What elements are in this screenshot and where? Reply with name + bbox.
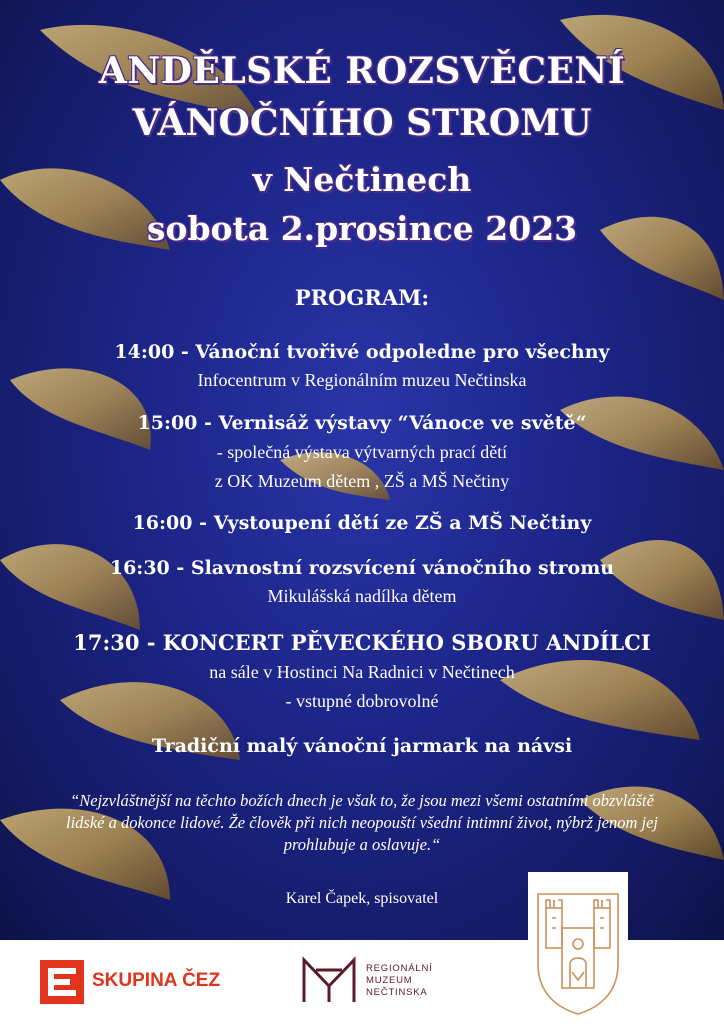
cez-logo-icon [40,960,84,1004]
museum-label-line-3: NEČTINSKA [366,987,428,998]
town-crest-icon [532,884,624,1016]
museum-label-line-1: REGIONÁLNÍ [366,963,433,974]
program-item-5-detail-2: - vstupné dobrovolné [285,691,439,711]
program-heading: PROGRAM: [294,285,430,310]
program-item-4-detail: Mikulášská nadílka dětem [267,586,457,606]
title-line-2: VÁNOČNÍHO STROMU [132,102,592,144]
program-item-1-detail: Infocentrum v Regionálním muzeu Nečtinska [197,370,527,390]
title-location: v Nečtinech [252,160,472,199]
program-item-5-detail-1: na sále v Hostinci Na Radnici v Nečtinech [209,662,515,682]
cez-label: SKUPINA ČEZ [92,970,221,991]
museum-label [366,963,433,999]
title-line-1: ANDĚLSKÉ ROZSVĚCENÍ [98,50,626,92]
title-date: sobota 2.prosince 2023 [146,209,578,248]
capek-quote: “Nejzvláštnější na těchto božích dnech je však to, že jsou mezi všemi ostatními obzvláště lidské a dokonce lidové. Že člověk při nich neopouští všední intimní život, nýbrž jenom jej prohlubuje a oslavuje.“ [65,791,659,854]
program-item-4-title: 16:30 - Slavnostní rozsvícení vánočního stromu [109,557,615,579]
quote-author: Karel Čapek, spisovatel [285,890,439,907]
program-item-5-title: 17:30 - KONCERT PĚVECKÉHO SBORU ANDÍLCI [73,630,651,655]
program-item-3-title: 16:00 - Vystoupení dětí ze ZŠ a MŠ Nečtiny [132,512,592,534]
program-item-1-title: 14:00 - Vánoční tvořivé odpoledne pro všechny [114,341,610,363]
museum-label-line-2: MUZEUM [366,975,413,986]
program-item-2-detail-2: z OK Muzeum dětem , ZŠ a MŠ Nečtiny [214,471,510,491]
program-item-2-detail-1: - společná výstava výtvarných prací dětí [216,442,508,462]
program-item-2-title: 15:00 - Vernisáž výstavy “Vánoce ve světě“ [137,412,587,434]
museum-monogram-icon [300,956,358,1006]
market-note: Tradiční malý vánoční jarmark na návsi [151,735,573,757]
